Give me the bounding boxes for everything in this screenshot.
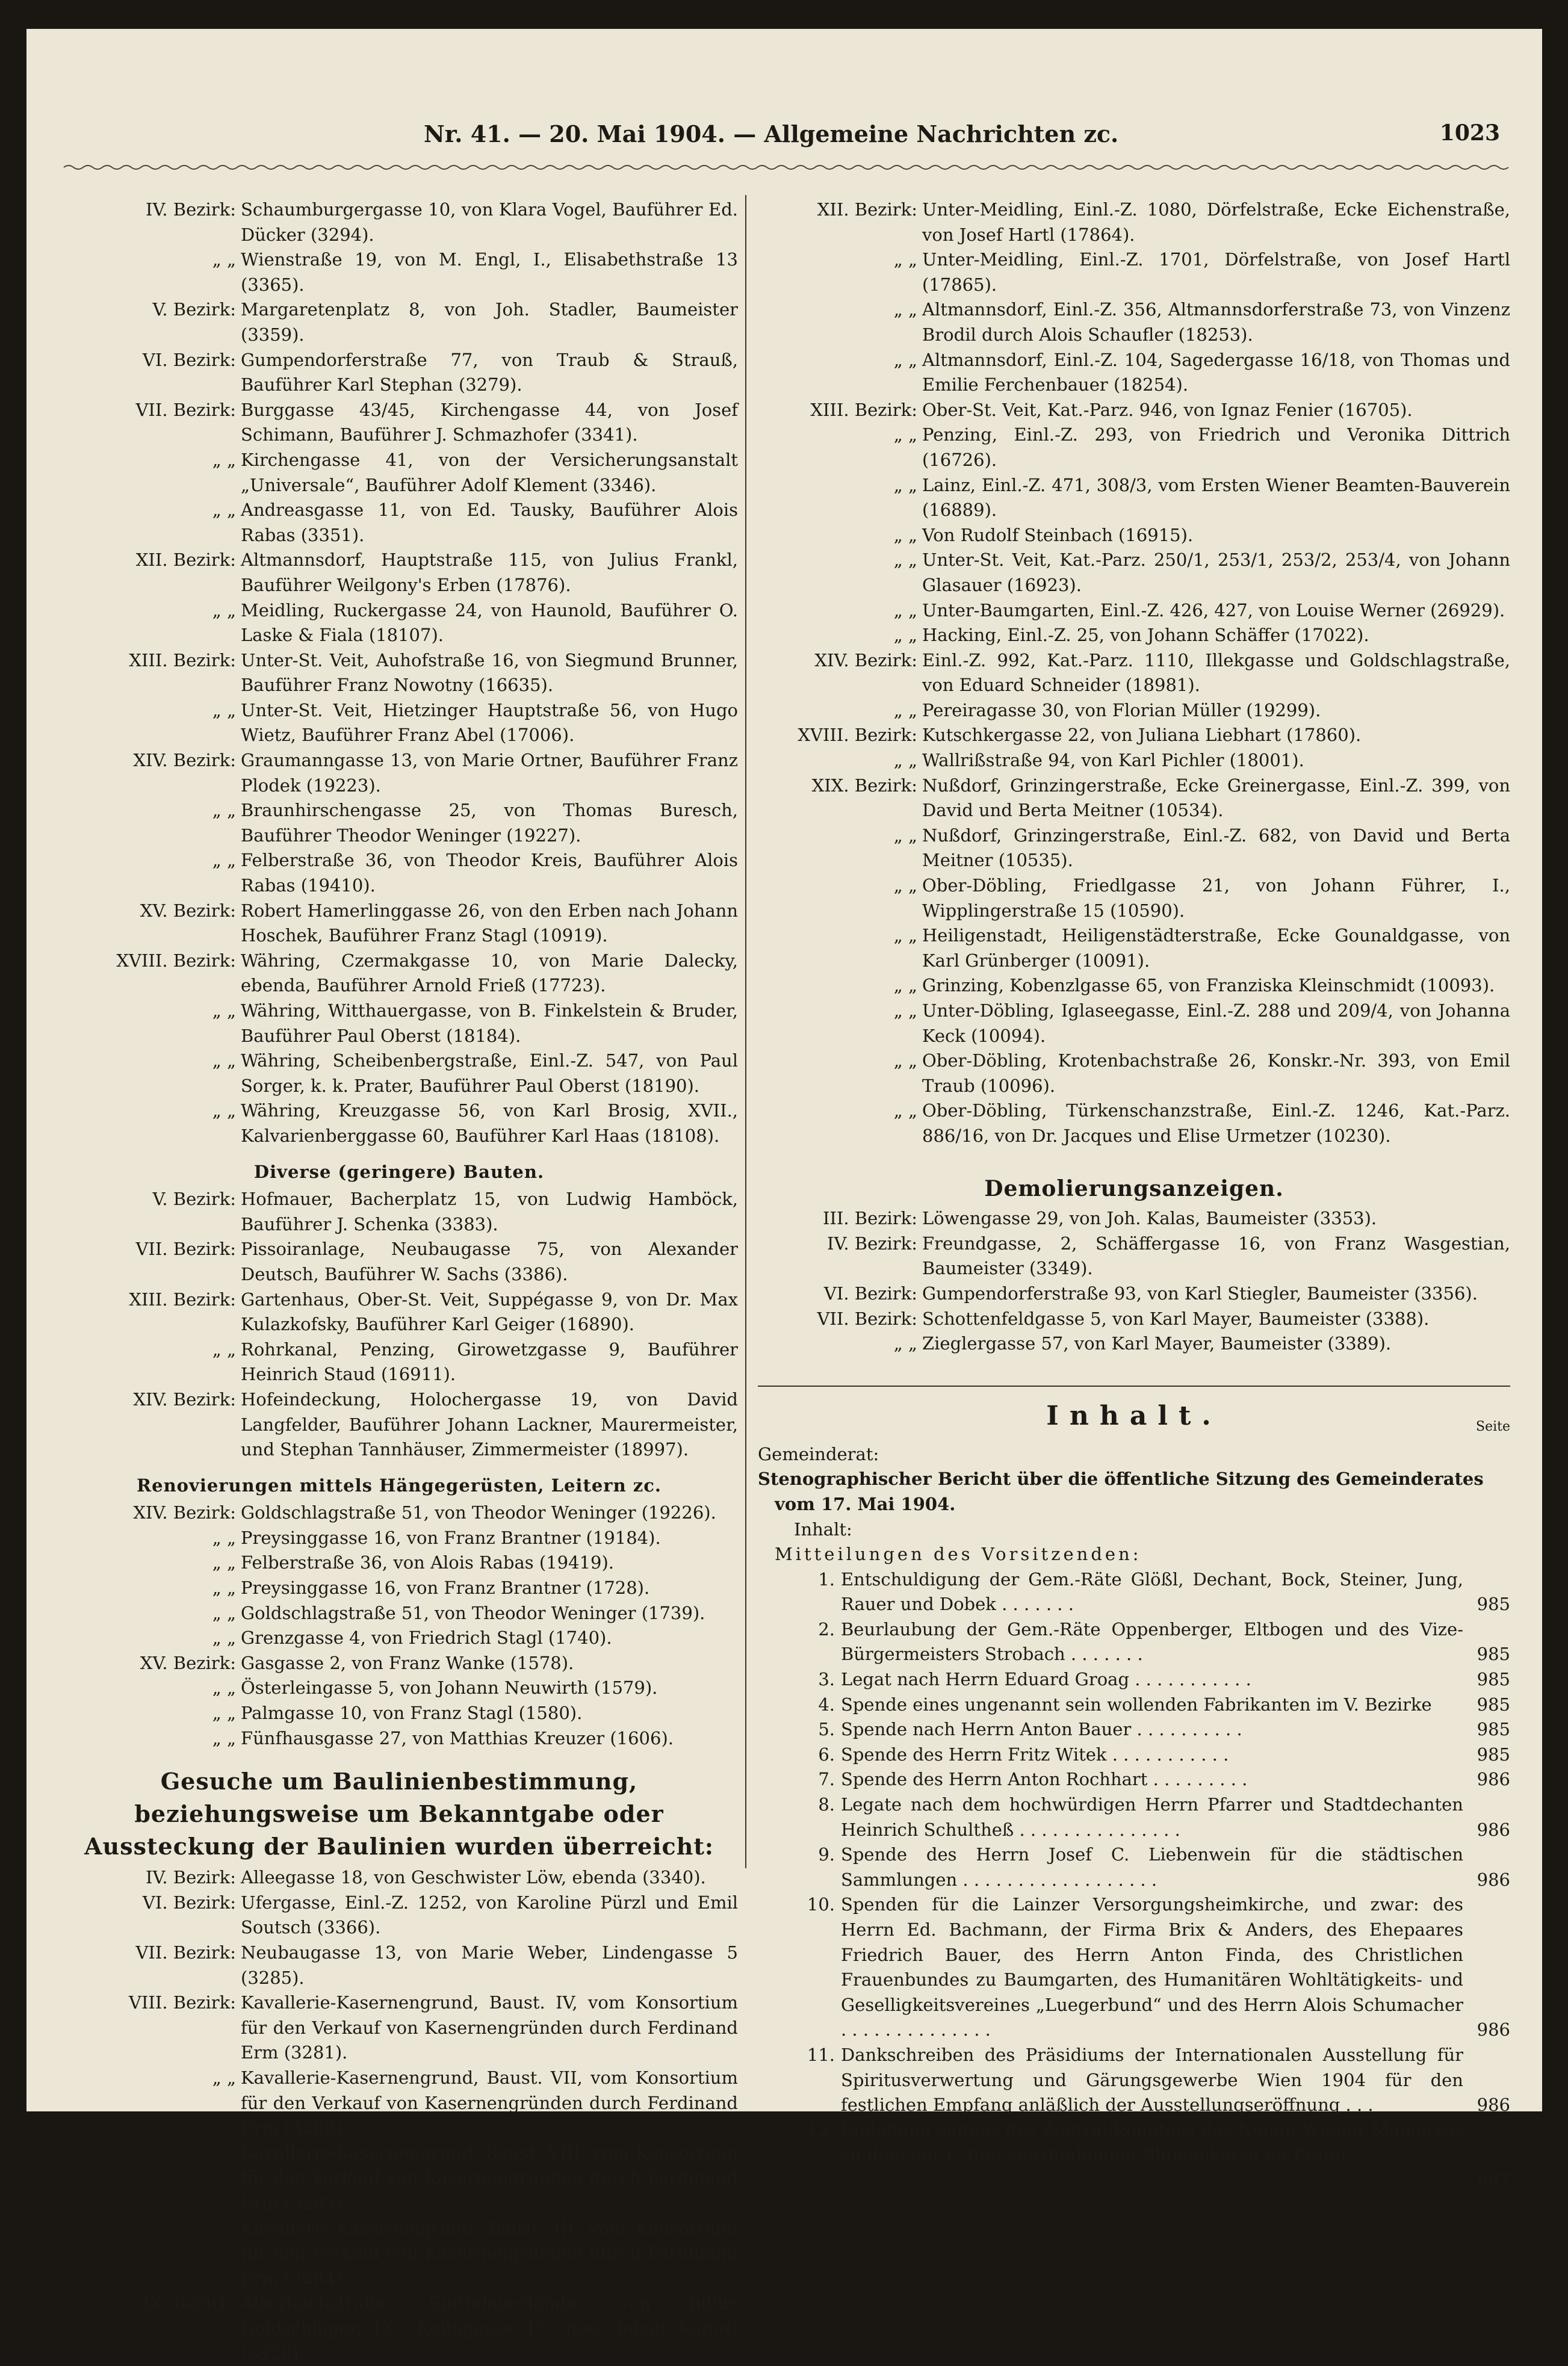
- entry-text: Goldschlagstraße 51, von Theodor Weninger (1739).: [241, 1602, 705, 1623]
- district-label: XIII. Bezirk:: [129, 1289, 236, 1310]
- entry-text: Unter-St. Veit, Hietzinger Hauptstraße 56, von Hugo Wietz, Bauführer Franz Abel (17006).: [241, 699, 738, 746]
- entry-text: Gumpendorferstraße 77, von Traub & Strauß, Bauführer Karl Stephan (3279).: [241, 349, 738, 395]
- item-text: Spenden für die Lainzer Versorgungsheimkirche, und zwar: des Herrn Ed. Bachmann, der Firma Brix & Anders, des Ehepaares Friedrich Bauer, des Herrn Anton Finda, des Christlichen Frauenbundes zu Baumgarten, des Humanitären Wohltätigkeits- und Geselligkeitsvereines „Luegerbund“ und des Herrn Alois Schumacher . . . . . . . . . . . . . .: [841, 1894, 1463, 2040]
- entry-text: Goldschlagstraße 51, von Theodor Weninger (19226).: [241, 1502, 716, 1523]
- district-label: „ „: [212, 699, 236, 720]
- list-item: [60, 247, 738, 297]
- list-item: [758, 748, 1510, 773]
- district-label: VII. Bezirk:: [135, 1942, 236, 1963]
- list-item: [758, 1048, 1510, 1098]
- entry-text: Unter-Döbling, Iglaseegasse, Einl.-Z. 288 und 209/4, von Johanna Keck (10094).: [922, 1000, 1510, 1046]
- item-page: 986: [1477, 2019, 1510, 2040]
- district-label: „ „: [212, 449, 236, 470]
- district-label: „ „: [212, 1339, 236, 1360]
- list-item: [60, 1387, 738, 1463]
- entry-text: Gasgasse 2, von Franz Wanke (1578).: [241, 1652, 574, 1673]
- entry-text: Andreasgasse 11, von Ed. Tausky, Bauführer Alois Rabas (3351).: [241, 500, 738, 545]
- list-item: [60, 1526, 738, 1551]
- list-item: [60, 848, 738, 898]
- list-item: [60, 398, 738, 448]
- district-label: „ „: [893, 524, 917, 545]
- district-label: „ „: [212, 1703, 236, 1724]
- entry-text: Braunhirschengasse 25, von Thomas Buresch, Bauführer Theodor Weninger (19227).: [241, 800, 738, 846]
- contents-seite-label: Seite: [1476, 1419, 1510, 1434]
- district-label: IX. Bezirk:: [143, 2293, 236, 2314]
- entry-text: Währing, Scheibenbergstraße, Einl.-Z. 547, von Paul Sorger, k. k. Prater, Bauführer Paul Oberst (18190).: [241, 1050, 738, 1096]
- list-item: [60, 548, 738, 598]
- list-item: [758, 523, 1510, 548]
- contents-item: [758, 2118, 1510, 2193]
- section-title-gesuche: Gesuche um Baulinienbestimmung, beziehungsweise um Bekanntgabe oder Aussteckung der Baulinien wurden überreicht:: [84, 1768, 714, 1860]
- list-item: [60, 698, 738, 748]
- item-text: Legate nach dem hochwürdigen Herrn Pfarrer und Stadtdechanten Heinrich Schultheß . . . . . . . . . . . . . . .: [841, 1794, 1463, 1840]
- page-header: [26, 120, 1542, 163]
- list-item: [758, 348, 1510, 398]
- district-label: „ „: [212, 2067, 236, 2088]
- contents-report-title: Stenographischer Bericht über die öffentliche Sitzung des Gemeinderates vom 17. Mai 1904.: [758, 1469, 1484, 1514]
- renovierungen-entry-list: [60, 1500, 738, 1751]
- list-item: [758, 473, 1510, 523]
- entry-text: Robert Hamerlinggasse 26, von den Erben nach Johann Hoschek, Bauführer Franz Stagl (10919).: [241, 900, 738, 946]
- section-title-diverse: Diverse (geringere) Bauten.: [253, 1161, 545, 1182]
- contents-item: [758, 1892, 1510, 2043]
- list-item: [758, 548, 1510, 598]
- list-item: [60, 348, 738, 398]
- district-label: „ „: [893, 925, 917, 946]
- entry-text: Von Rudolf Steinbach (16915).: [922, 524, 1194, 545]
- list-item: [60, 1726, 738, 1751]
- district-label: „ „: [212, 500, 236, 521]
- item-page: 986: [1477, 1869, 1510, 1890]
- entry-text: Altmannsdorf, Einl.-Z. 356, Altmannsdorferstraße 73, von Vinzenz Brodil durch Alois Schaufler (18253).: [922, 299, 1510, 345]
- list-item: [60, 748, 738, 798]
- item-text: Dankschreiben des Präsidiums der Internationalen Ausstellung für Spiritusverwertung und Gärungsgewerbe Wien 1904 für den festlichen Empfang anläßlich der Ausstellungseröffnung . . .: [841, 2044, 1463, 2116]
- district-label: „ „: [893, 1050, 917, 1071]
- entry-text: Nußdorf, Grinzingerstraße, Einl.-Z. 682, von David und Berta Meitner (10535).: [922, 825, 1510, 871]
- entry-text: Ober-Döbling, Friedlgasse 21, von Johann Führer, I., Wipplingerstraße 15 (10590).: [922, 875, 1510, 921]
- list-item: [60, 1337, 738, 1387]
- entry-text: Ober-St. Veit, Kat.-Parz. 946, von Ignaz Fenier (16705).: [922, 399, 1413, 420]
- list-item: [60, 1187, 738, 1237]
- contents-item: [758, 1692, 1510, 1718]
- section-separator: [758, 1386, 1510, 1387]
- right-column: [758, 197, 1510, 2193]
- district-label: „ „: [212, 1050, 236, 1071]
- entry-text: Unter-Baumgarten, Einl.-Z. 426, 427, von Louise Werner (26929).: [922, 599, 1505, 621]
- entry-text: Ober-Döbling, Krotenbachstraße 26, Konskr.-Nr. 393, von Emil Traub (10096).: [922, 1050, 1510, 1096]
- district-label: „ „: [893, 625, 917, 646]
- contents-item: [758, 1567, 1510, 1617]
- entry-text: Kavallerie-Kasernengrund, Baust. IV, vom Konsortium für den Verkauf von Kasernengründen durch Ferdinand Erm (3281).: [241, 1992, 738, 2063]
- district-label: XIV. Bezirk:: [133, 1389, 236, 1410]
- list-item: [60, 999, 738, 1048]
- list-item: [758, 773, 1510, 823]
- entry-text: Margaretenplatz 8, von Joh. Stadler, Baumeister (3359).: [241, 299, 738, 345]
- entry-text: Kirchengasse 41, von der Versicherungsanstalt „Universale“, Bauführer Adolf Klement (3346).: [241, 449, 738, 495]
- item-page: 986: [1477, 1819, 1510, 1840]
- district-label: „ „: [893, 1000, 917, 1021]
- entry-text: Palmgasse 10, von Franz Stagl (1580).: [241, 1703, 583, 1724]
- list-item: [60, 498, 738, 548]
- header-wavy-rule: [64, 163, 1505, 172]
- district-label: „ „: [893, 349, 917, 370]
- district-label: XIV. Bezirk:: [133, 750, 236, 771]
- list-item: [60, 1237, 738, 1287]
- district-label: „ „: [212, 599, 236, 621]
- list-item: [758, 623, 1510, 648]
- item-text: Spende des Herrn Fritz Witek . . . . . . . . . . .: [841, 1744, 1229, 1765]
- item-text: Legat nach Herrn Eduard Groag . . . . . . . . . . .: [841, 1669, 1251, 1690]
- item-page: 986: [1477, 1769, 1510, 1790]
- district-label: „ „: [893, 975, 917, 996]
- district-label: XII. Bezirk:: [817, 199, 917, 220]
- demolierung-entry-list: [758, 1206, 1510, 1357]
- entry-text: Grenzgasse 4, von Friedrich Stagl (1740).: [241, 1627, 612, 1649]
- district-label: III. Bezirk:: [822, 1208, 917, 1229]
- list-item: [758, 873, 1510, 923]
- item-page: 987: [1477, 2169, 1510, 2190]
- list-item: [758, 648, 1510, 698]
- entry-text: Kavallerie-Kasernengrund, Baust. VIII, vom Konsortium für den Verkauf von Kasernengründen durch Ferdinand Erm (3283).: [241, 2142, 738, 2213]
- list-item: [758, 1281, 1510, 1307]
- entry-text: Felberstraße 36, von Alois Rabas (19419).: [241, 1552, 614, 1573]
- district-label: V. Bezirk:: [152, 1189, 236, 1210]
- list-item: [60, 1098, 738, 1148]
- entry-text: Währing, Czermakgasse 10, von Marie Dalecky, ebenda, Bauführer Arnold Frieß (17723).: [241, 950, 738, 996]
- entry-text: Österleingasse 5, von Johann Neuwirth (1579).: [241, 1677, 658, 1699]
- district-label: XIX. Bezirk:: [811, 775, 917, 796]
- column-divider: [745, 195, 746, 1868]
- district-label: V. Bezirk:: [152, 299, 236, 320]
- item-text: Entschuldigung der Gem.-Räte Glößl, Dechant, Bock, Steiner, Jung, Rauer und Dobek . . . . . . .: [841, 1569, 1463, 1615]
- section-title-demolierung: Demolierungsanzeigen.: [984, 1175, 1284, 1201]
- contents-inhalt-label: Inhalt:: [794, 1519, 852, 1540]
- district-label: IV. Bezirk:: [146, 1867, 236, 1888]
- contents-gemeinderat: Gemeinderat:: [758, 1443, 879, 1464]
- item-number: 10.: [807, 1894, 835, 1915]
- contents-heading: [758, 1400, 1510, 1442]
- list-item: [60, 297, 738, 347]
- district-label: IV. Bezirk:: [827, 1233, 917, 1254]
- district-label: „ „: [893, 599, 917, 621]
- district-label: „ „: [212, 1602, 236, 1623]
- item-number: 3.: [818, 1669, 835, 1690]
- district-label: „ „: [212, 800, 236, 821]
- item-number: 12.: [807, 2119, 835, 2140]
- entry-text: Unter-Meidling, Einl.-Z. 1080, Dörfelstraße, Ecke Eichenstraße, von Josef Hartl (17864).: [922, 199, 1510, 245]
- district-label: VI. Bezirk:: [142, 349, 236, 370]
- entry-text: Graumanngasse 13, von Marie Ortner, Bauführer Franz Plodek (19223).: [241, 750, 738, 796]
- entry-text: Felberstraße 36, von Theodor Kreis, Bauführer Alois Rabas (19410).: [241, 850, 738, 896]
- district-label: „ „: [212, 1627, 236, 1649]
- entry-text: Nußdorf, Grinzingerstraße, Ecke Greinergasse, Einl.-Z. 399, von David und Berta Meitner (10534).: [922, 775, 1510, 821]
- list-item: [60, 1601, 738, 1626]
- list-item: [60, 1651, 738, 1676]
- list-item: [60, 1990, 738, 2066]
- entry-text: Preysinggasse 16, von Franz Brantner (19184).: [241, 1527, 661, 1548]
- item-page: 985: [1477, 1694, 1510, 1715]
- list-item: [60, 1865, 738, 1891]
- contents-item-list: [758, 1567, 1510, 2193]
- list-item: [758, 398, 1510, 423]
- district-label: VII. Bezirk:: [135, 399, 236, 420]
- entry-text: Kutschkergasse 22, von Juliana Liebhart (17860).: [922, 725, 1362, 746]
- entry-text: Kavallerie-Kasernengrund, Baust. VII, vom Konsortium für den Verkauf von Kasernengründen durch Ferdinand Erm (3282).: [241, 2067, 738, 2138]
- list-item: [60, 1701, 738, 1726]
- entry-text: Hofeindeckung, Holochergasse 19, von David Langfelder, Bauführer Johann Lackner, Maurermeister, und Stephan Tannhäuser, Zimmermeister (18997).: [241, 1389, 738, 1460]
- list-item: [60, 1676, 738, 1701]
- item-page: 985: [1477, 1744, 1510, 1765]
- entry-text: Hofmauer, Bacherplatz 15, von Ludwig Hamböck, Bauführer J. Schenka (3383).: [241, 1189, 738, 1234]
- district-label: „ „: [212, 1552, 236, 1573]
- district-label: „ „: [893, 424, 917, 445]
- list-item: [758, 923, 1510, 973]
- entry-text: Löwengasse 29, von Joh. Kalas, Baumeister (3353).: [922, 1208, 1377, 1229]
- list-item: [60, 949, 738, 999]
- entry-text: Einl.-Z. 992, Kat.-Parz. 1110, Illekgasse und Goldschlagstraße, von Eduard Schneider (18981).: [922, 649, 1510, 696]
- district-label: „ „: [893, 550, 917, 571]
- right-entry-list: [758, 197, 1510, 1149]
- item-number: 5.: [818, 1719, 835, 1740]
- entry-text: Rohrkanal, Penzing, Girowetzgasse 9, Bauführer Heinrich Staud (16911).: [241, 1339, 738, 1385]
- list-item: [758, 823, 1510, 873]
- district-label: XIII. Bezirk:: [129, 649, 236, 670]
- section-title-renovierungen: Renovierungen mittels Hängegerüsten, Leitern zc.: [137, 1475, 662, 1496]
- district-label: „ „: [893, 249, 917, 270]
- district-label: „ „: [212, 1100, 236, 1121]
- entry-text: Unter-St. Veit, Kat.-Parz. 250/1, 253/1, 253/2, 253/4, von Johann Glasauer (16923).: [922, 550, 1510, 595]
- entry-text: Alleegasse 18, von Geschwister Löw, ebenda (3340).: [241, 1867, 706, 1888]
- item-number: 4.: [818, 1694, 835, 1715]
- district-label: XIII. Bezirk:: [810, 399, 917, 420]
- list-item: [60, 899, 738, 949]
- district-label: „ „: [893, 1100, 917, 1121]
- district-label: „ „: [212, 1000, 236, 1021]
- list-item: [758, 247, 1510, 297]
- entry-text: Altmannsdorf, Einl.-Z. 104, Sagedergasse 16/18, von Thomas und Emilie Ferchenbauer (18254).: [922, 349, 1510, 395]
- contents-item: [758, 1667, 1510, 1692]
- district-label: VII. Bezirk:: [135, 1239, 236, 1260]
- list-item: [60, 1048, 738, 1098]
- list-item: [60, 2216, 738, 2291]
- entry-text: Pissoiranlage, Neubaugasse 75, von Alexander Deutsch, Bauführer W. Sachs (3386).: [241, 1239, 738, 1284]
- entry-text: Wienstraße 19, von M. Engl, I., Elisabethstraße 13 (3365).: [241, 249, 738, 295]
- list-item: [60, 1500, 738, 1526]
- entry-text: Grinzing, Kobenzlgasse 65, von Franziska Kleinschmidt (10093).: [922, 975, 1495, 996]
- list-item: [758, 297, 1510, 347]
- item-text: Spende des Herrn Anton Rochhart . . . . . . . . .: [841, 1769, 1248, 1790]
- entry-text: Gumpendorferstraße 93, von Karl Stiegler, Baumeister (3356).: [922, 1283, 1478, 1304]
- entry-text: Meidling, Ruckergasse 24, von Haunold, Bauführer O. Laske & Fiala (18107).: [241, 599, 738, 646]
- district-label: XV. Bezirk:: [140, 1652, 236, 1673]
- list-item: [758, 723, 1510, 748]
- contents-item: [758, 1742, 1510, 1768]
- gesuche-entry-list: [60, 1865, 738, 2366]
- district-label: XII. Bezirk:: [135, 550, 236, 571]
- entry-text: Schaumburgergasse 10, von Klara Vogel, Bauführer Ed. Dücker (3294).: [241, 199, 738, 245]
- contents-mitteilungen: Mitteilungen des Vorsitzenden:: [775, 1544, 1142, 1565]
- entry-text: Währing, Kreuzgasse 56, von Karl Brosig, XVII., Kalvarienberggasse 60, Bauführer Karl Haas (18108).: [241, 1100, 738, 1146]
- newspaper-page: [26, 29, 1542, 2364]
- list-item: [60, 1287, 738, 1337]
- district-label: VIII. Bezirk:: [129, 1992, 236, 2013]
- entry-text: Kavallerie-Kasernengrund, Baust. III, vom Konsortium für den Verkauf von Kasernengründen durch Ferdinand Erm (3284).: [241, 2217, 738, 2288]
- entry-text: Gartenhaus, Ober-St. Veit, Suppégasse 9, von Dr. Max Kulazkofsky, Bauführer Karl Geiger (16890).: [241, 1289, 738, 1335]
- list-item: [758, 1307, 1510, 1332]
- entry-text: Hacking, Einl.-Z. 25, von Johann Schäffer (17022).: [922, 625, 1369, 646]
- list-item: [60, 798, 738, 848]
- district-label: XIV. Bezirk:: [814, 649, 917, 670]
- list-item: [60, 2141, 738, 2216]
- district-label: VII. Bezirk:: [817, 1308, 917, 1329]
- entry-text: Freundgasse, 2, Schäffergasse 16, von Franz Wasgestian, Baumeister (3349).: [922, 1233, 1510, 1279]
- list-item: [758, 999, 1510, 1048]
- district-label: „ „: [212, 850, 236, 871]
- list-item: [60, 648, 738, 698]
- district-label: „ „: [212, 1578, 236, 1599]
- left-entry-list: [60, 197, 738, 1149]
- item-page: 985: [1477, 1669, 1510, 1690]
- district-label: „ „: [893, 299, 917, 320]
- contents-item: [758, 1792, 1510, 1842]
- entry-text: Ober-Döbling, Türkenschanzstraße, Einl.-Z. 1246, Kat.-Parz. 886/16, von Dr. Jacques und Elise Urmetzer (10230).: [922, 1100, 1510, 1146]
- district-label: IV. Bezirk:: [146, 199, 236, 220]
- item-number: 8.: [818, 1794, 835, 1815]
- district-label: „ „: [893, 750, 917, 771]
- entry-text: Lainz, Einl.-Z. 471, 308/3, vom Ersten Wiener Beamten-Bauverein (16889).: [922, 474, 1510, 521]
- page-number: 1023: [1439, 120, 1500, 146]
- list-item: [758, 1206, 1510, 1231]
- list-item: [60, 598, 738, 648]
- entry-text: Penzing, Einl.-Z. 293, von Friedrich und Veronika Dittrich (16726).: [922, 424, 1510, 470]
- entry-text: Neubaugasse 13, von Marie Weber, Lindengasse 5 (3285).: [241, 1942, 738, 1988]
- item-text: Spende nach Herrn Anton Bauer . . . . . . . . . .: [841, 1719, 1242, 1740]
- list-item: [60, 1940, 738, 1990]
- list-item: [60, 448, 738, 498]
- item-number: 6.: [818, 1744, 835, 1765]
- contents-item: [758, 1767, 1510, 1792]
- item-page: 985: [1477, 1644, 1510, 1665]
- district-label: „ „: [212, 2142, 236, 2163]
- item-number: 7.: [818, 1769, 835, 1790]
- list-item: [60, 2066, 738, 2141]
- item-number: 1.: [818, 1569, 835, 1590]
- contents-item: [758, 1842, 1510, 1892]
- entry-text: Unter-St. Veit, Auhofstraße 16, von Siegmund Brunner, Bauführer Franz Nowotny (16635).: [241, 649, 738, 696]
- district-label: „ „: [893, 474, 917, 495]
- district-label: XV. Bezirk:: [140, 900, 236, 921]
- item-text: Einladung seitens des Zentral-Komitees des Neuen Wiener Maikorsos zu dem am 1. Juni stattfindenden Blumenkorso im Prater . . . . . . . . . . . . . . . . . . . .: [841, 2119, 1463, 2190]
- contents-item: [758, 2043, 1510, 2118]
- entry-text: Preysinggasse 16, von Franz Brantner (1728).: [241, 1578, 650, 1599]
- list-item: [758, 1331, 1510, 1357]
- left-column: [60, 197, 738, 2366]
- entry-text: Schottenfeldgasse 5, von Karl Mayer, Baumeister (3388).: [922, 1308, 1430, 1329]
- district-label: „ „: [893, 875, 917, 896]
- entry-text: Wallrißstraße 94, von Karl Pichler (18001).: [922, 750, 1304, 771]
- list-item: [758, 423, 1510, 472]
- district-label: „ „: [893, 699, 917, 720]
- header-title: Nr. 41. — 20. Mai 1904. — Allgemeine Nachrichten zc.: [424, 120, 1119, 147]
- list-item: [758, 973, 1510, 999]
- entry-text: Unter-Meidling, Einl.-Z. 1701, Dörfelstraße, von Josef Hartl (17865).: [922, 249, 1510, 295]
- entry-text: Heiligenstadt, Heiligenstädterstraße, Ecke Gounaldgasse, von Karl Grünberger (10091).: [922, 925, 1510, 971]
- entry-text: Währing, Witthauergasse, von B. Finkelstein & Bruder, Bauführer Paul Oberst (18184).: [241, 1000, 738, 1046]
- diverse-entry-list: [60, 1187, 738, 1463]
- list-item: [758, 598, 1510, 624]
- district-label: „ „: [212, 2217, 236, 2238]
- item-page: 986: [1477, 2095, 1510, 2116]
- district-label: XVIII. Bezirk:: [116, 950, 236, 971]
- item-text: Spende des Herrn Josef C. Liebenwein für die städtischen Sammlungen . . . . . . . . . . . . . . . . . .: [841, 1844, 1463, 1890]
- list-item: [60, 1550, 738, 1576]
- entry-text: Ufergasse, Einl.-Z. 1252, von Karoline Pürzl und Emil Soutsch (3366).: [241, 1892, 738, 1938]
- entry-text: Pereiragasse 30, von Florian Müller (19299).: [922, 699, 1321, 720]
- district-label: XIV. Bezirk:: [133, 1502, 236, 1523]
- district-label: „ „: [212, 1727, 236, 1748]
- item-page: 985: [1477, 1594, 1510, 1615]
- entry-text: Zieglergasse 57, von Karl Mayer, Baumeister (3389).: [922, 1333, 1392, 1354]
- item-number: 11.: [807, 2044, 835, 2065]
- contents-title: Inhalt.: [1046, 1400, 1222, 1431]
- item-number: 9.: [818, 1844, 835, 1865]
- district-label: XVIII. Bezirk:: [798, 725, 917, 746]
- list-item: [60, 2291, 738, 2366]
- district-label: „ „: [212, 249, 236, 270]
- entry-text: Burggasse 43/45, Kirchengasse 44, von Josef Schimann, Bauführer J. Schmazhofer (3341).: [241, 399, 738, 445]
- district-label: VI. Bezirk:: [823, 1283, 917, 1304]
- list-item: [60, 197, 738, 247]
- item-text: Spende eines ungenannt sein wollenden Fabrikanten im V. Bezirke: [841, 1694, 1432, 1715]
- list-item: [758, 698, 1510, 723]
- district-label: VI. Bezirk:: [142, 1892, 236, 1913]
- list-item: [758, 1231, 1510, 1281]
- list-item: [60, 1626, 738, 1651]
- list-item: [758, 197, 1510, 247]
- item-text: Beurlaubung der Gem.-Räte Oppenberger, Eltbogen und des Vize-Bürgermeisters Strobach . . . . . . .: [841, 1618, 1463, 1665]
- district-label: „ „: [212, 1527, 236, 1548]
- district-label: „ „: [893, 825, 917, 846]
- list-item: [60, 1576, 738, 1601]
- entry-text: Alserbachstraße, Spittelauerlände, von Julius Goldschläger, IX., Kolingasse 17, noe. Jakob Kaposi (3320).: [241, 2293, 738, 2364]
- entry-text: Altmannsdorf, Hauptstraße 115, von Julius Frankl, Bauführer Weilgony's Erben (17876).: [241, 550, 738, 595]
- contents-item: [758, 1617, 1510, 1667]
- item-page: 985: [1477, 1719, 1510, 1740]
- list-item: [758, 1098, 1510, 1148]
- contents-item: [758, 1717, 1510, 1742]
- district-label: „ „: [893, 1333, 917, 1354]
- list-item: [60, 1891, 738, 1940]
- item-number: 2.: [818, 1618, 835, 1640]
- district-label: „ „: [212, 1677, 236, 1699]
- entry-text: Fünfhausgasse 27, von Matthias Kreuzer (1606).: [241, 1727, 674, 1748]
